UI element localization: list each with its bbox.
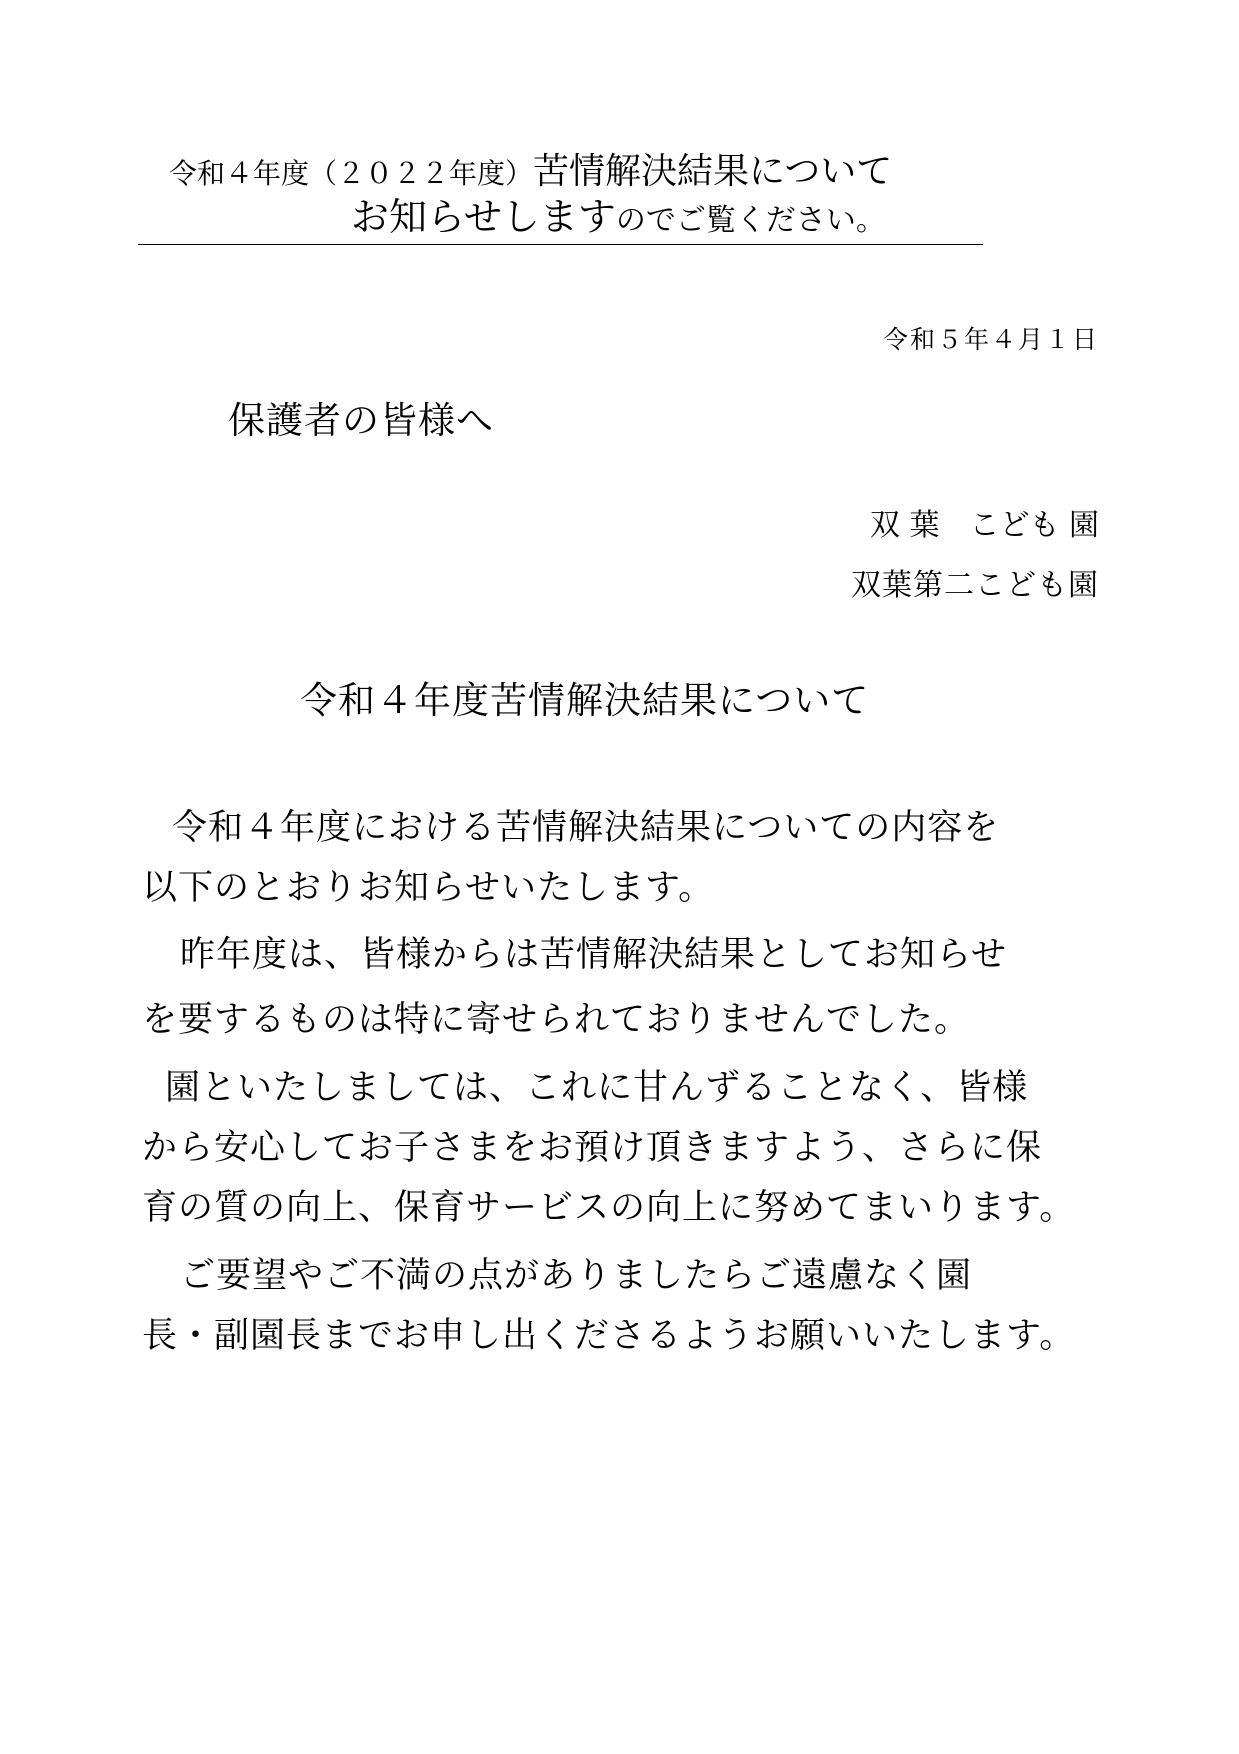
header-notice: お知らせします: [351, 195, 616, 239]
header-fiscal-year: 令和４年度（２０２２年度）: [169, 157, 534, 190]
body-line: 園といたしましては、これに甘んずることなく、皆様: [165, 1068, 1029, 1108]
sender-name: 双葉第二こども園: [851, 568, 1099, 603]
body-line: ご要望やご不満の点がありましたらご遠慮なく園: [180, 1256, 973, 1296]
subject-title: 令和４年度苦情解決結果について: [300, 679, 870, 722]
body-line: 以下のとおりお知らせいたします。: [142, 868, 715, 908]
body-line: 育の質の向上、保育サービスの向上に努めてまいります。: [142, 1188, 1076, 1228]
issue-date: 令和５年４月１日: [882, 325, 1099, 354]
notice-header: [138, 148, 983, 245]
body-line: 長・副園長までお申し出くださるようお願いいたします。: [142, 1316, 1076, 1356]
body-line: から安心してお子さまをお預け頂きますよう、さらに保: [142, 1128, 1043, 1168]
sender-name: 双 葉 こども 園: [869, 508, 1099, 543]
header-notice-suffix: のでご覧ください。: [615, 203, 886, 238]
addressee: 保護者の皆様へ: [228, 399, 494, 442]
header-title: 苦情解決結果について: [533, 151, 893, 192]
body-line: を要するものは特に寄せられておりませんでした。: [142, 1000, 971, 1040]
header-line-2: [351, 192, 886, 250]
body-line: 昨年度は、皆様からは苦情解決結果としてお知らせ: [180, 935, 1007, 975]
body-line: 令和４年度における苦情解決結果についての内容を: [172, 808, 1000, 848]
